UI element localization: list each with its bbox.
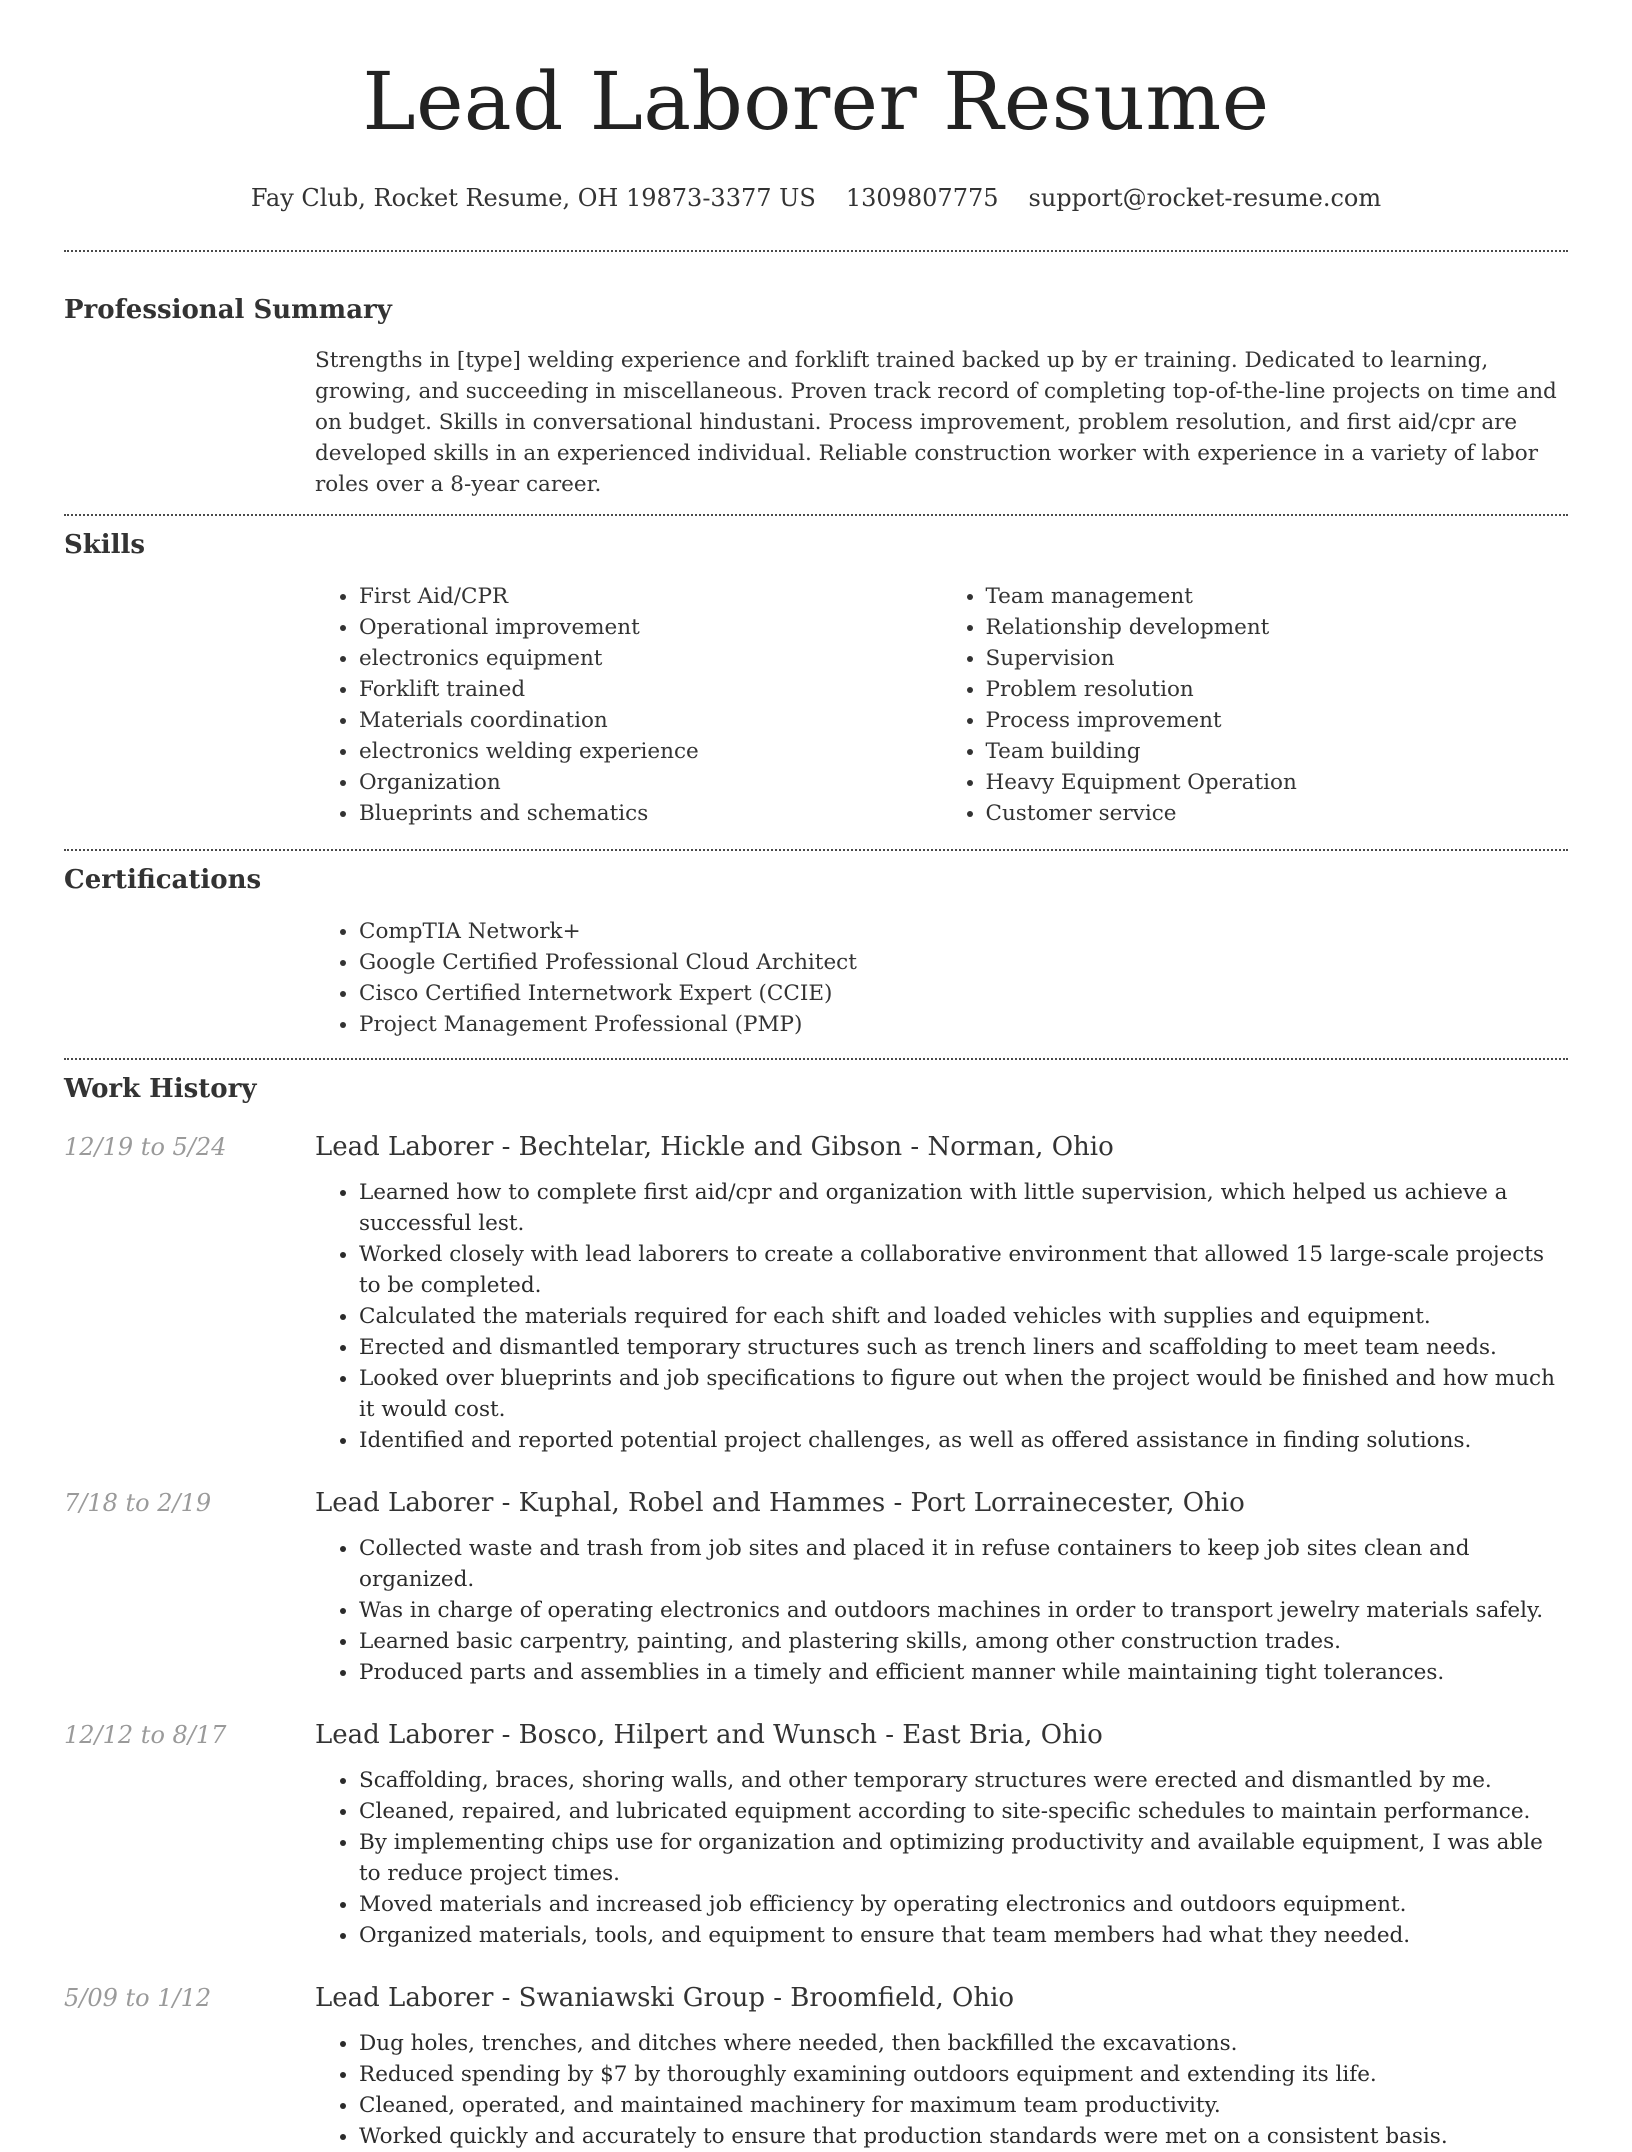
list-item: • CompTIA Network+	[359, 916, 1568, 947]
list-item: • Google Certified Professional Cloud Architect	[359, 947, 1568, 978]
work-entry-date: 12/12 to 8/17	[64, 1721, 227, 1749]
section-heading-skills: Skills	[64, 530, 146, 560]
list-item: • Worked quickly and accurately to ensure that production standards were met on a consistent basis.	[359, 2121, 1568, 2152]
list-item: • Blueprints and schematics	[359, 798, 942, 829]
work-entry-bullets	[315, 1533, 1568, 1688]
list-item: • Heavy Equipment Operation	[986, 767, 1569, 798]
section-heading-certifications: Certifications	[64, 865, 262, 895]
list-item: • Was in charge of operating electronics and outdoors machines in order to transport jewelry materials safely.	[359, 1595, 1568, 1626]
list-item: • Cleaned, repaired, and lubricated equipment according to site-specific schedules to maintain performance.	[359, 1796, 1568, 1827]
list-item: • By implementing chips use for organization and optimizing productivity and available equipment, I was able to reduce project times.	[359, 1827, 1568, 1889]
skills-list-right	[942, 581, 1569, 829]
list-item: • First Aid/CPR	[359, 581, 942, 612]
work-entry-bullets	[315, 2028, 1568, 2152]
work-entry-title: Lead Laborer - Swaniawski Group - Broomfield, Ohio	[315, 1983, 1015, 2013]
list-item: • Customer service	[986, 798, 1569, 829]
list-item: • Learned how to complete first aid/cpr and organization with little supervision, which helped us achieve a successful lest.	[359, 1177, 1568, 1239]
list-item: • Erected and dismantled temporary structures such as trench liners and scaffolding to meet team needs.	[359, 1332, 1568, 1363]
list-item: • Looked over blueprints and job specifications to figure out when the project would be finished and how much it would cost.	[359, 1363, 1568, 1425]
list-item: • Organization	[359, 767, 942, 798]
skills-columns	[315, 562, 1568, 849]
contact-line	[64, 182, 1568, 214]
list-item: • Process improvement	[986, 705, 1569, 736]
work-entry-date: 7/18 to 2/19	[64, 1489, 212, 1517]
work-entry-bullets	[315, 1177, 1568, 1456]
list-item: • Scaffolding, braces, shoring walls, and other temporary structures were erected and dismantled by me.	[359, 1765, 1568, 1796]
list-item: • Identified and reported potential project challenges, as well as offered assistance in finding solutions.	[359, 1425, 1568, 1456]
list-item: • Learned basic carpentry, painting, and plastering skills, among other construction trades.	[359, 1626, 1568, 1657]
work-entry	[64, 1130, 1568, 1456]
list-item: • Moved materials and increased job efficiency by operating electronics and outdoors equipment.	[359, 1889, 1568, 1920]
work-entry-bullets	[315, 1765, 1568, 1951]
work-entry-title: Lead Laborer - Bosco, Hilpert and Wunsch - East Bria, Ohio	[315, 1720, 1103, 1750]
divider	[64, 250, 1568, 252]
contact-email[interactable]: support@rocket-resume.com	[1028, 184, 1382, 212]
list-item: • Collected waste and trash from job sites and placed it in refuse containers to keep job sites clean and organized.	[359, 1533, 1568, 1595]
list-item: • Cleaned, operated, and maintained machinery for maximum team productivity.	[359, 2090, 1568, 2121]
list-item: • Problem resolution	[986, 674, 1569, 705]
divider	[64, 849, 1568, 851]
list-item: • Cisco Certified Internetwork Expert (CCIE)	[359, 978, 1568, 1009]
list-item: • Reduced spending by $7 by thoroughly examining outdoors equipment and extending its life.	[359, 2059, 1568, 2090]
list-item: • Worked closely with lead laborers to create a collaborative environment that allowed 15 large-scale projects to be completed.	[359, 1239, 1568, 1301]
list-item: • Produced parts and assemblies in a timely and efficient manner while maintaining tight tolerances.	[359, 1657, 1568, 1688]
certifications-block	[315, 897, 1568, 1058]
work-entry-date: 12/19 to 5/24	[64, 1133, 227, 1161]
list-item: • Materials coordination	[359, 705, 942, 736]
divider	[64, 1058, 1568, 1060]
list-item: • electronics welding experience	[359, 736, 942, 767]
list-item: • Team building	[986, 736, 1569, 767]
contact-address: Fay Club, Rocket Resume, OH 19873-3377 US	[250, 184, 816, 212]
section-heading-work-history: Work History	[64, 1074, 257, 1104]
certifications-list	[315, 916, 1568, 1040]
list-item: • Operational improvement	[359, 612, 942, 643]
list-item: • Organized materials, tools, and equipment to ensure that team members had what they needed.	[359, 1920, 1568, 1951]
section-heading-summary: Professional Summary	[64, 295, 392, 325]
list-item: • Relationship development	[986, 612, 1569, 643]
list-item: • Project Management Professional (PMP)	[359, 1009, 1568, 1040]
list-item: • Dug holes, trenches, and ditches where needed, then backfilled the excavations.	[359, 2028, 1568, 2059]
list-item: • electronics equipment	[359, 643, 942, 674]
list-item: • Forklift trained	[359, 674, 942, 705]
work-entry-date: 5/09 to 1/12	[64, 1984, 212, 2012]
work-entry	[64, 1981, 1568, 2152]
list-item: • Calculated the materials required for each shift and loaded vehicles with supplies and equipment.	[359, 1301, 1568, 1332]
summary-text: Strengths in [type] welding experience and forklift trained backed up by er training. Dedicated to learning, growing, and succeeding in miscellaneous. Proven track record of completing top-of-the-line projects on time and on budget. Skills in conversational hindustani. Process improvement, problem resolution, and first aid/cpr are developed skills in an experienced individual. Reliable construction worker with experience in a variety of labor roles over a 8-year career.	[315, 348, 1557, 497]
list-item: • Team management	[986, 581, 1569, 612]
divider	[64, 514, 1568, 516]
contact-phone: 1309807775	[845, 184, 999, 212]
work-entry	[64, 1718, 1568, 1951]
work-entry	[64, 1486, 1568, 1688]
list-item: • Supervision	[986, 643, 1569, 674]
skills-list-left	[315, 581, 942, 829]
work-entry-title: Lead Laborer - Bechtelar, Hickle and Gibson - Norman, Ohio	[315, 1132, 1114, 1162]
page-title: Lead Laborer Resume	[362, 55, 1270, 148]
work-entry-title: Lead Laborer - Kuphal, Robel and Hammes - Port Lorrainecester, Ohio	[315, 1488, 1245, 1518]
